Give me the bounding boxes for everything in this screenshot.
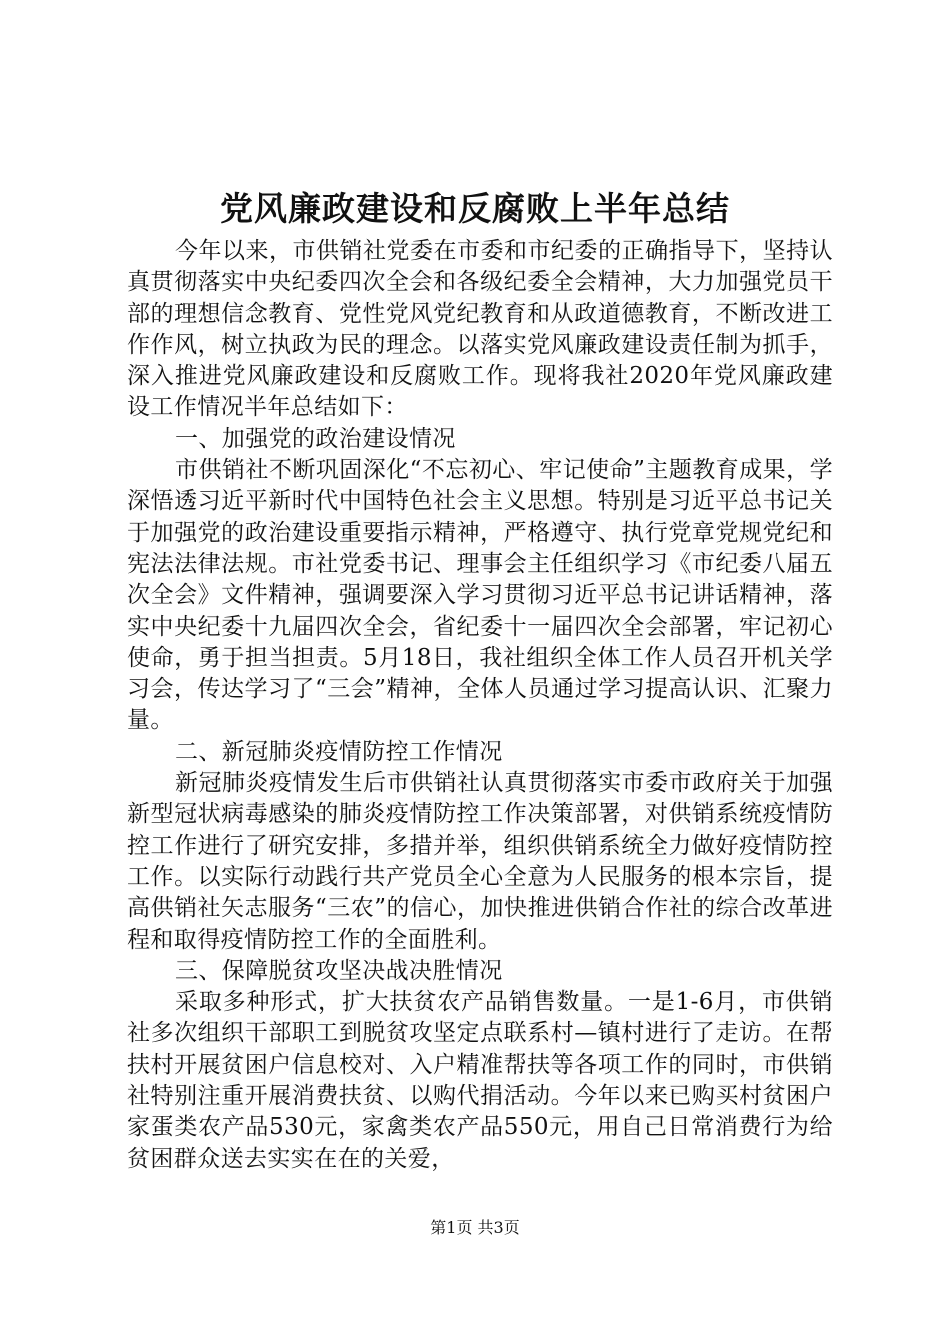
document-body [127, 236, 833, 1175]
section-heading-1: 一、加强党的政治建设情况 [175, 425, 456, 452]
page-footer: 第1页 共3页 [430, 1218, 520, 1237]
section-paragraph-1: 市供销社不断巩固深化“不忘初心、牢记使命”主题教育成果，学深悟透习近平新时代中国特色社会主义思想。特别是习近平总书记关于加强党的政治建设重要指示精神，严格遵守、执行党章党规党纪和宪法法律法规。市社党委书记、理事会主任组织学习《市纪委八届五次全会》文件精神，强调要深入学习贯彻习近平总书记讲话精神，落实中央纪委十九届四次全会，省纪委十一届四次全会部署，牢记初心使命，勇于担当担责。5月18日，我社组织全体工作人员召开机关学习会，传达学习了“三会”精神，全体人员通过学习提高认识、汇聚力量。 [127, 457, 833, 734]
section-heading-3: 三、保障脱贫攻坚决战决胜情况 [175, 957, 503, 984]
intro-paragraph: 今年以来，市供销社党委在市委和市纪委的正确指导下，坚持认真贯彻落实中央纪委四次全会和各级纪委全会精神，大力加强党员干部的理想信念教育、党性党风党纪教育和从政道德教育，不断改进工作作风，树立执政为民的理念。以落实党风廉政建设责任制为抓手，深入推进党风廉政建设和反腐败工作。现将我社2020年党风廉政建设工作情况半年总结如下： [127, 238, 833, 421]
section-heading-2: 二、新冠肺炎疫情防控工作情况 [175, 738, 503, 765]
section-paragraph-3: 采取多种形式，扩大扶贫农产品销售数量。一是1-6月，市供销社多次组织干部职工到脱贫攻坚定点联系村—镇村进行了走访。在帮扶村开展贫困户信息校对、入户精准帮扶等各项工作的同时，市供销社特别注重开展消费扶贫、以购代捐活动。今年以来已购买村贫困户家蛋类农产品530元，家禽类农产品550元，用自己日常消费行为给贫困群众送去实实在在的关爱， [127, 989, 833, 1172]
document-title: 党风廉政建设和反腐败上半年总结 [220, 189, 730, 228]
section-paragraph-2: 新冠肺炎疫情发生后市供销社认真贯彻落实市委市政府关于加强新型冠状病毒感染的肺炎疫情防控工作决策部署，对供销系统疫情防控工作进行了研究安排，多措并举，组织供销系统全力做好疫情防控工作。以实际行动践行共产党员全心全意为人民服务的根本宗旨，提高供销社矢志服务“三农”的信心，加快推进供销合作社的综合改革进程和取得疫情防控工作的全面胜利。 [127, 770, 833, 953]
